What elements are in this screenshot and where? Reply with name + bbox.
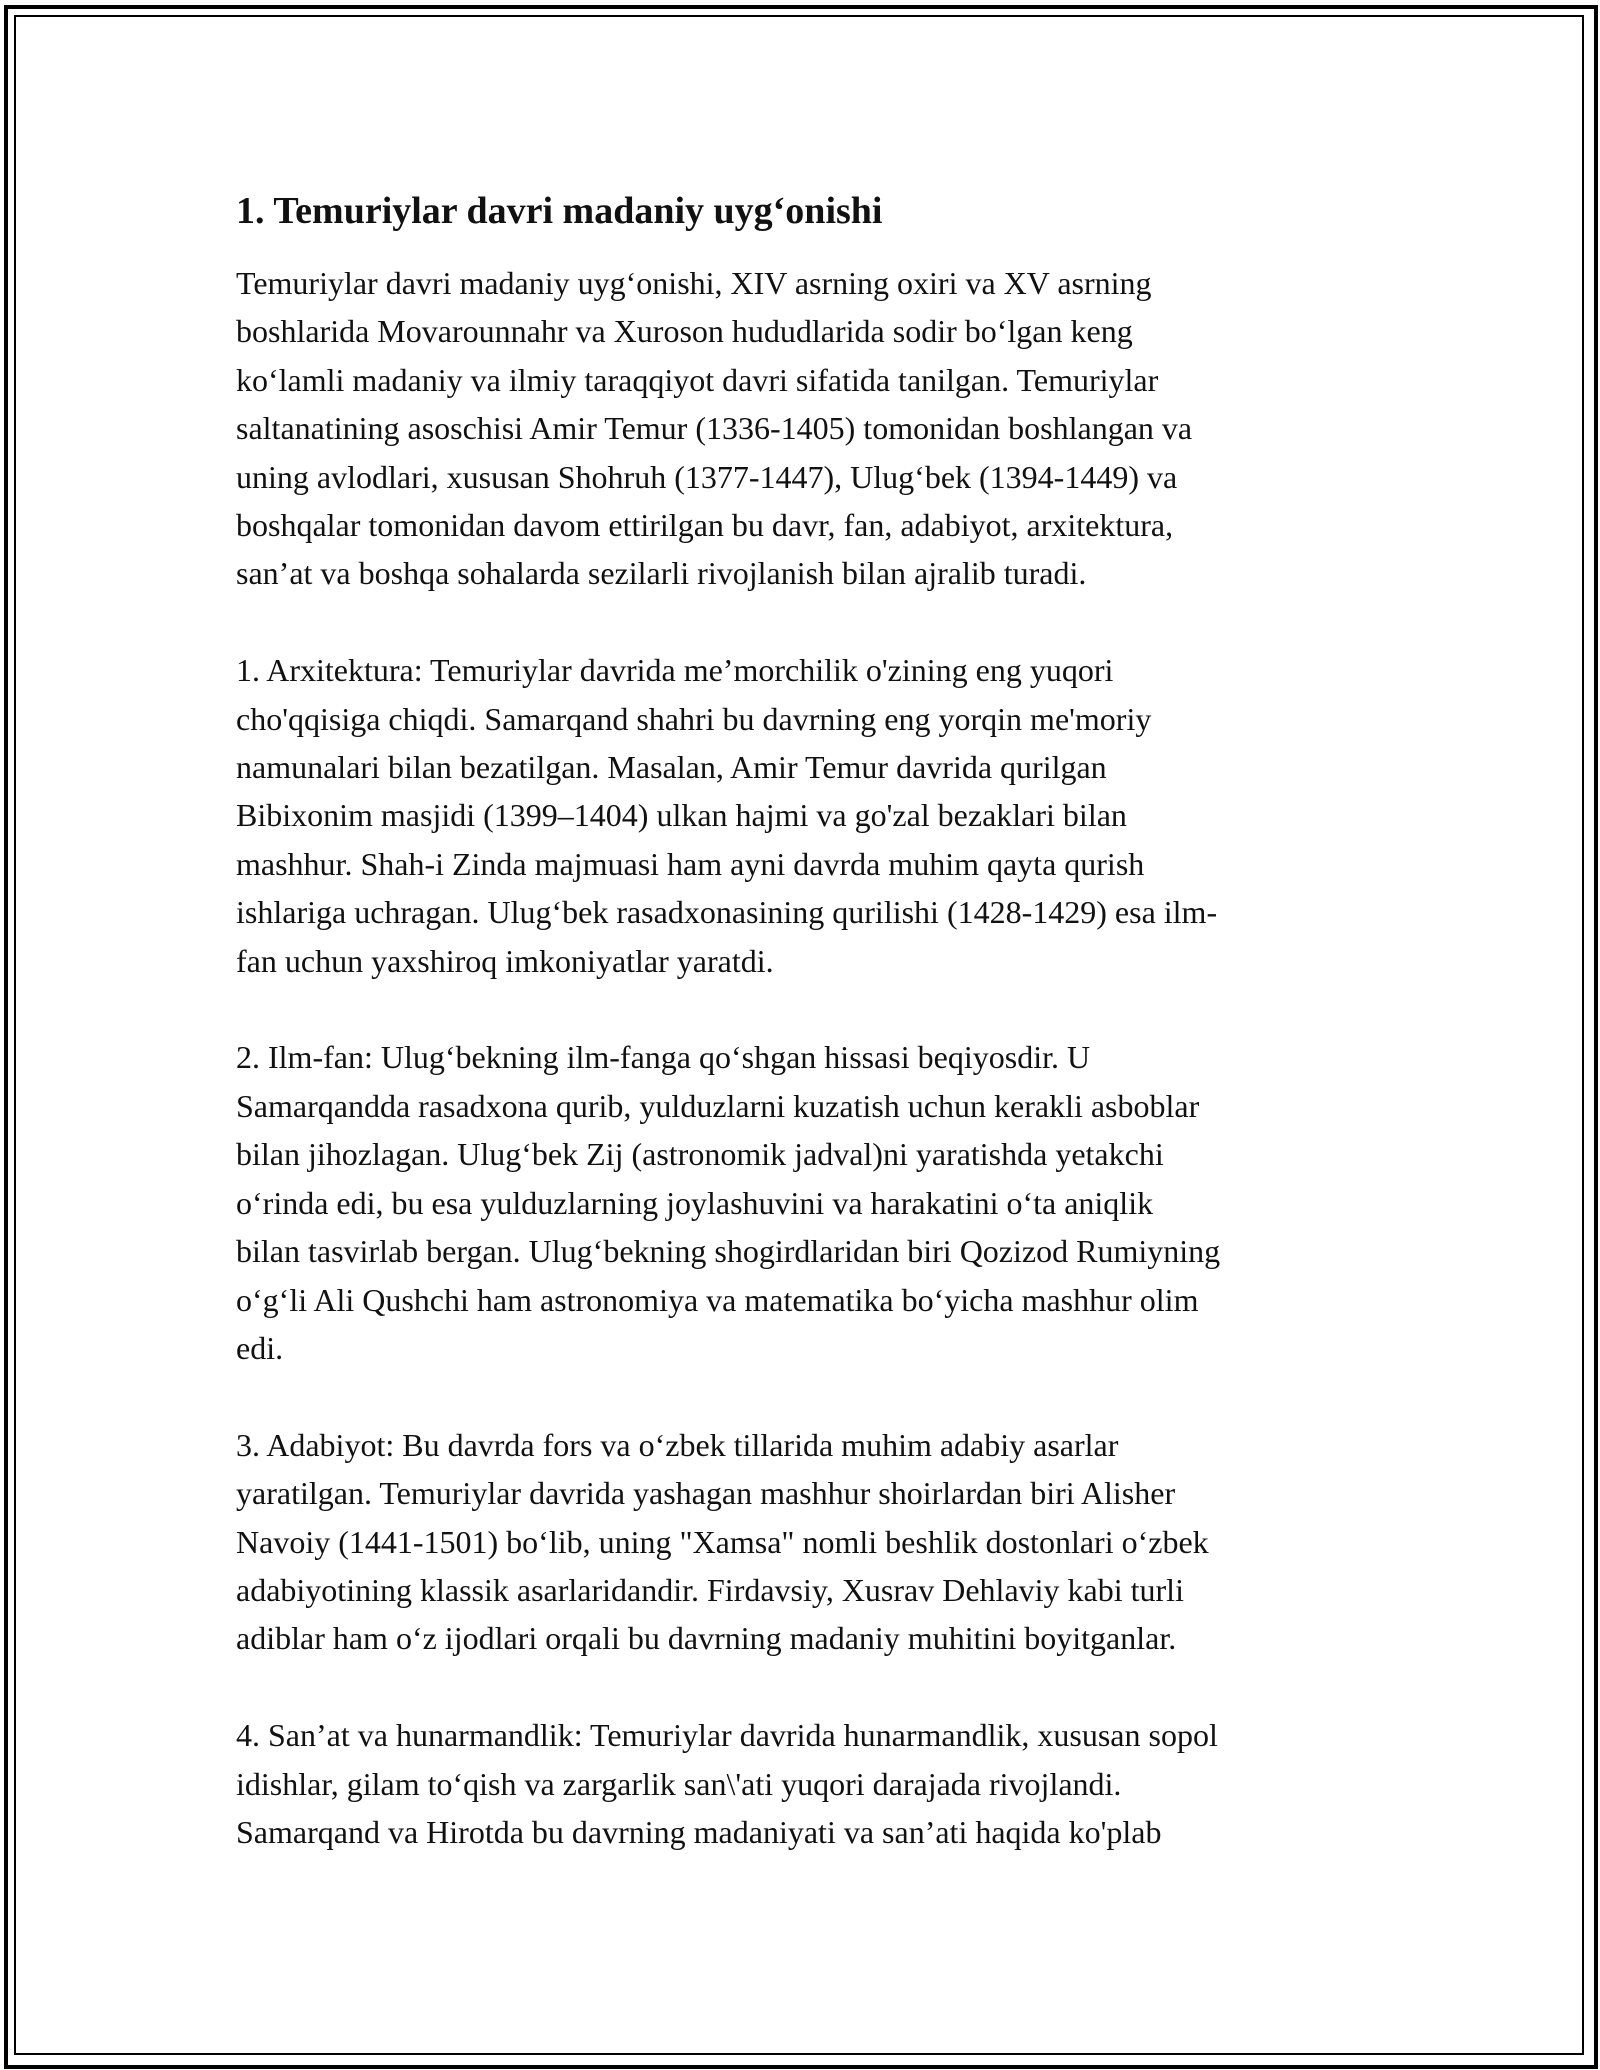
text-line: fan uchun yaxshiroq imkoniyatlar yaratdi. xyxy=(236,942,774,979)
paragraph-crafts xyxy=(236,1711,1386,1856)
text-line: ishlariga uchragan. Ulug‘bek rasadxonasining qurilishi (1428-1429) esa ilm- xyxy=(236,894,1218,931)
text-line: idishlar, gilam to‘qish va zargarlik san\'ati yuqori darajada rivojlandi. xyxy=(236,1765,1122,1802)
text-line: ko‘lamli madaniy va ilmiy taraqqiyot davri sifatida tanilgan. Temuriylar xyxy=(236,361,1159,398)
text-line: Bibixonim masjidi (1399–1404) ulkan hajmi va go'zal bezaklari bilan xyxy=(236,797,1127,834)
text-line: Samarqand va Hirotda bu davrning madaniyati va san’ati haqida ko'plab xyxy=(236,1813,1162,1850)
paragraph-science xyxy=(236,1033,1386,1372)
text-line: Temuriylar davri madaniy uyg‘onishi, XIV asrning oxiri va XV asrning xyxy=(236,265,1152,301)
text-line: bilan tasvirlab bergan. Ulug‘bekning shogirdlaridan biri Qozizod Rumiyning xyxy=(236,1233,1221,1270)
text-line: bilan jihozlagan. Ulug‘bek Zij (astronomik jadval)ni yaratishda yetakchi xyxy=(236,1136,1164,1173)
text-line: 1. Arxitektura: Temuriylar davrida me’morchilik o'zining eng yuqori xyxy=(236,652,1114,689)
paragraph-architecture xyxy=(236,646,1386,985)
text-line: o‘rinda edi, bu esa yulduzlarning joylashuvini va harakatini o‘ta aniqlik xyxy=(236,1184,1154,1221)
paragraph-intro xyxy=(236,259,1386,598)
text-line: adiblar ham o‘z ijodlari orqali bu davrning madaniy muhitini boyitganlar. xyxy=(236,1620,1177,1657)
paragraph-literature xyxy=(236,1421,1386,1663)
text-line: Samarqandda rasadxona qurib, yulduzlarni kuzatish uchun kerakli asboblar xyxy=(236,1087,1200,1124)
text-line: o‘g‘li Ali Qushchi ham astronomiya va matematika bo‘yicha mashhur olim xyxy=(236,1281,1199,1318)
text-line: saltanatining asoschisi Amir Temur (1336-1405) tomonidan boshlangan va xyxy=(236,410,1193,447)
text-line: boshqalar tomonidan davom ettirilgan bu davr, fan, adabiyot, arxitektura, xyxy=(236,507,1174,544)
text-line: cho'qqisiga chiqdi. Samarqand shahri bu davrning eng yorqin me'moriy xyxy=(236,700,1152,737)
text-line: 2. Ilm-fan: Ulug‘bekning ilm-fanga qo‘shgan hissasi beqiyosdir. U xyxy=(236,1039,1091,1076)
text-line: adabiyotining klassik asarlaridandir. Firdavsiy, Xusrav Dehlaviy kabi turli xyxy=(236,1571,1184,1608)
document-title: 1. Temuriylar davri madaniy uyg‘onishi xyxy=(236,190,883,232)
text-line: edi. xyxy=(236,1329,284,1366)
text-line: 3. Adabiyot: Bu davrda fors va o‘zbek tillarida muhim adabiy asarlar xyxy=(236,1426,1119,1463)
text-line: boshlarida Movarounnahr va Xuroson hududlarida sodir bo‘lgan keng xyxy=(236,313,1133,350)
text-line: 4. San’at va hunarmandlik: Temuriylar davrida hunarmandlik, xususan sopol xyxy=(236,1717,1218,1754)
text-line: yaratilgan. Temuriylar davrida yashagan mashhur shoirlardan biri Alisher xyxy=(236,1475,1176,1512)
text-line: san’at va boshqa sohalarda sezilarli rivojlanish bilan ajralib turadi. xyxy=(236,555,1087,592)
text-line: Navoiy (1441-1501) bo‘lib, uning "Xamsa" nomli beshlik dostonlari o‘zbek xyxy=(236,1523,1209,1560)
text-line: mashhur. Shah-i Zinda majmuasi ham ayni davrda muhim qayta qurish xyxy=(236,845,1145,882)
text-line: namunalari bilan bezatilgan. Masalan, Amir Temur davrida qurilgan xyxy=(236,749,1107,786)
document-body xyxy=(236,183,1386,1905)
text-line: uning avlodlari, xususan Shohruh (1377-1447), Ulug‘bek (1394-1449) va xyxy=(236,458,1178,495)
